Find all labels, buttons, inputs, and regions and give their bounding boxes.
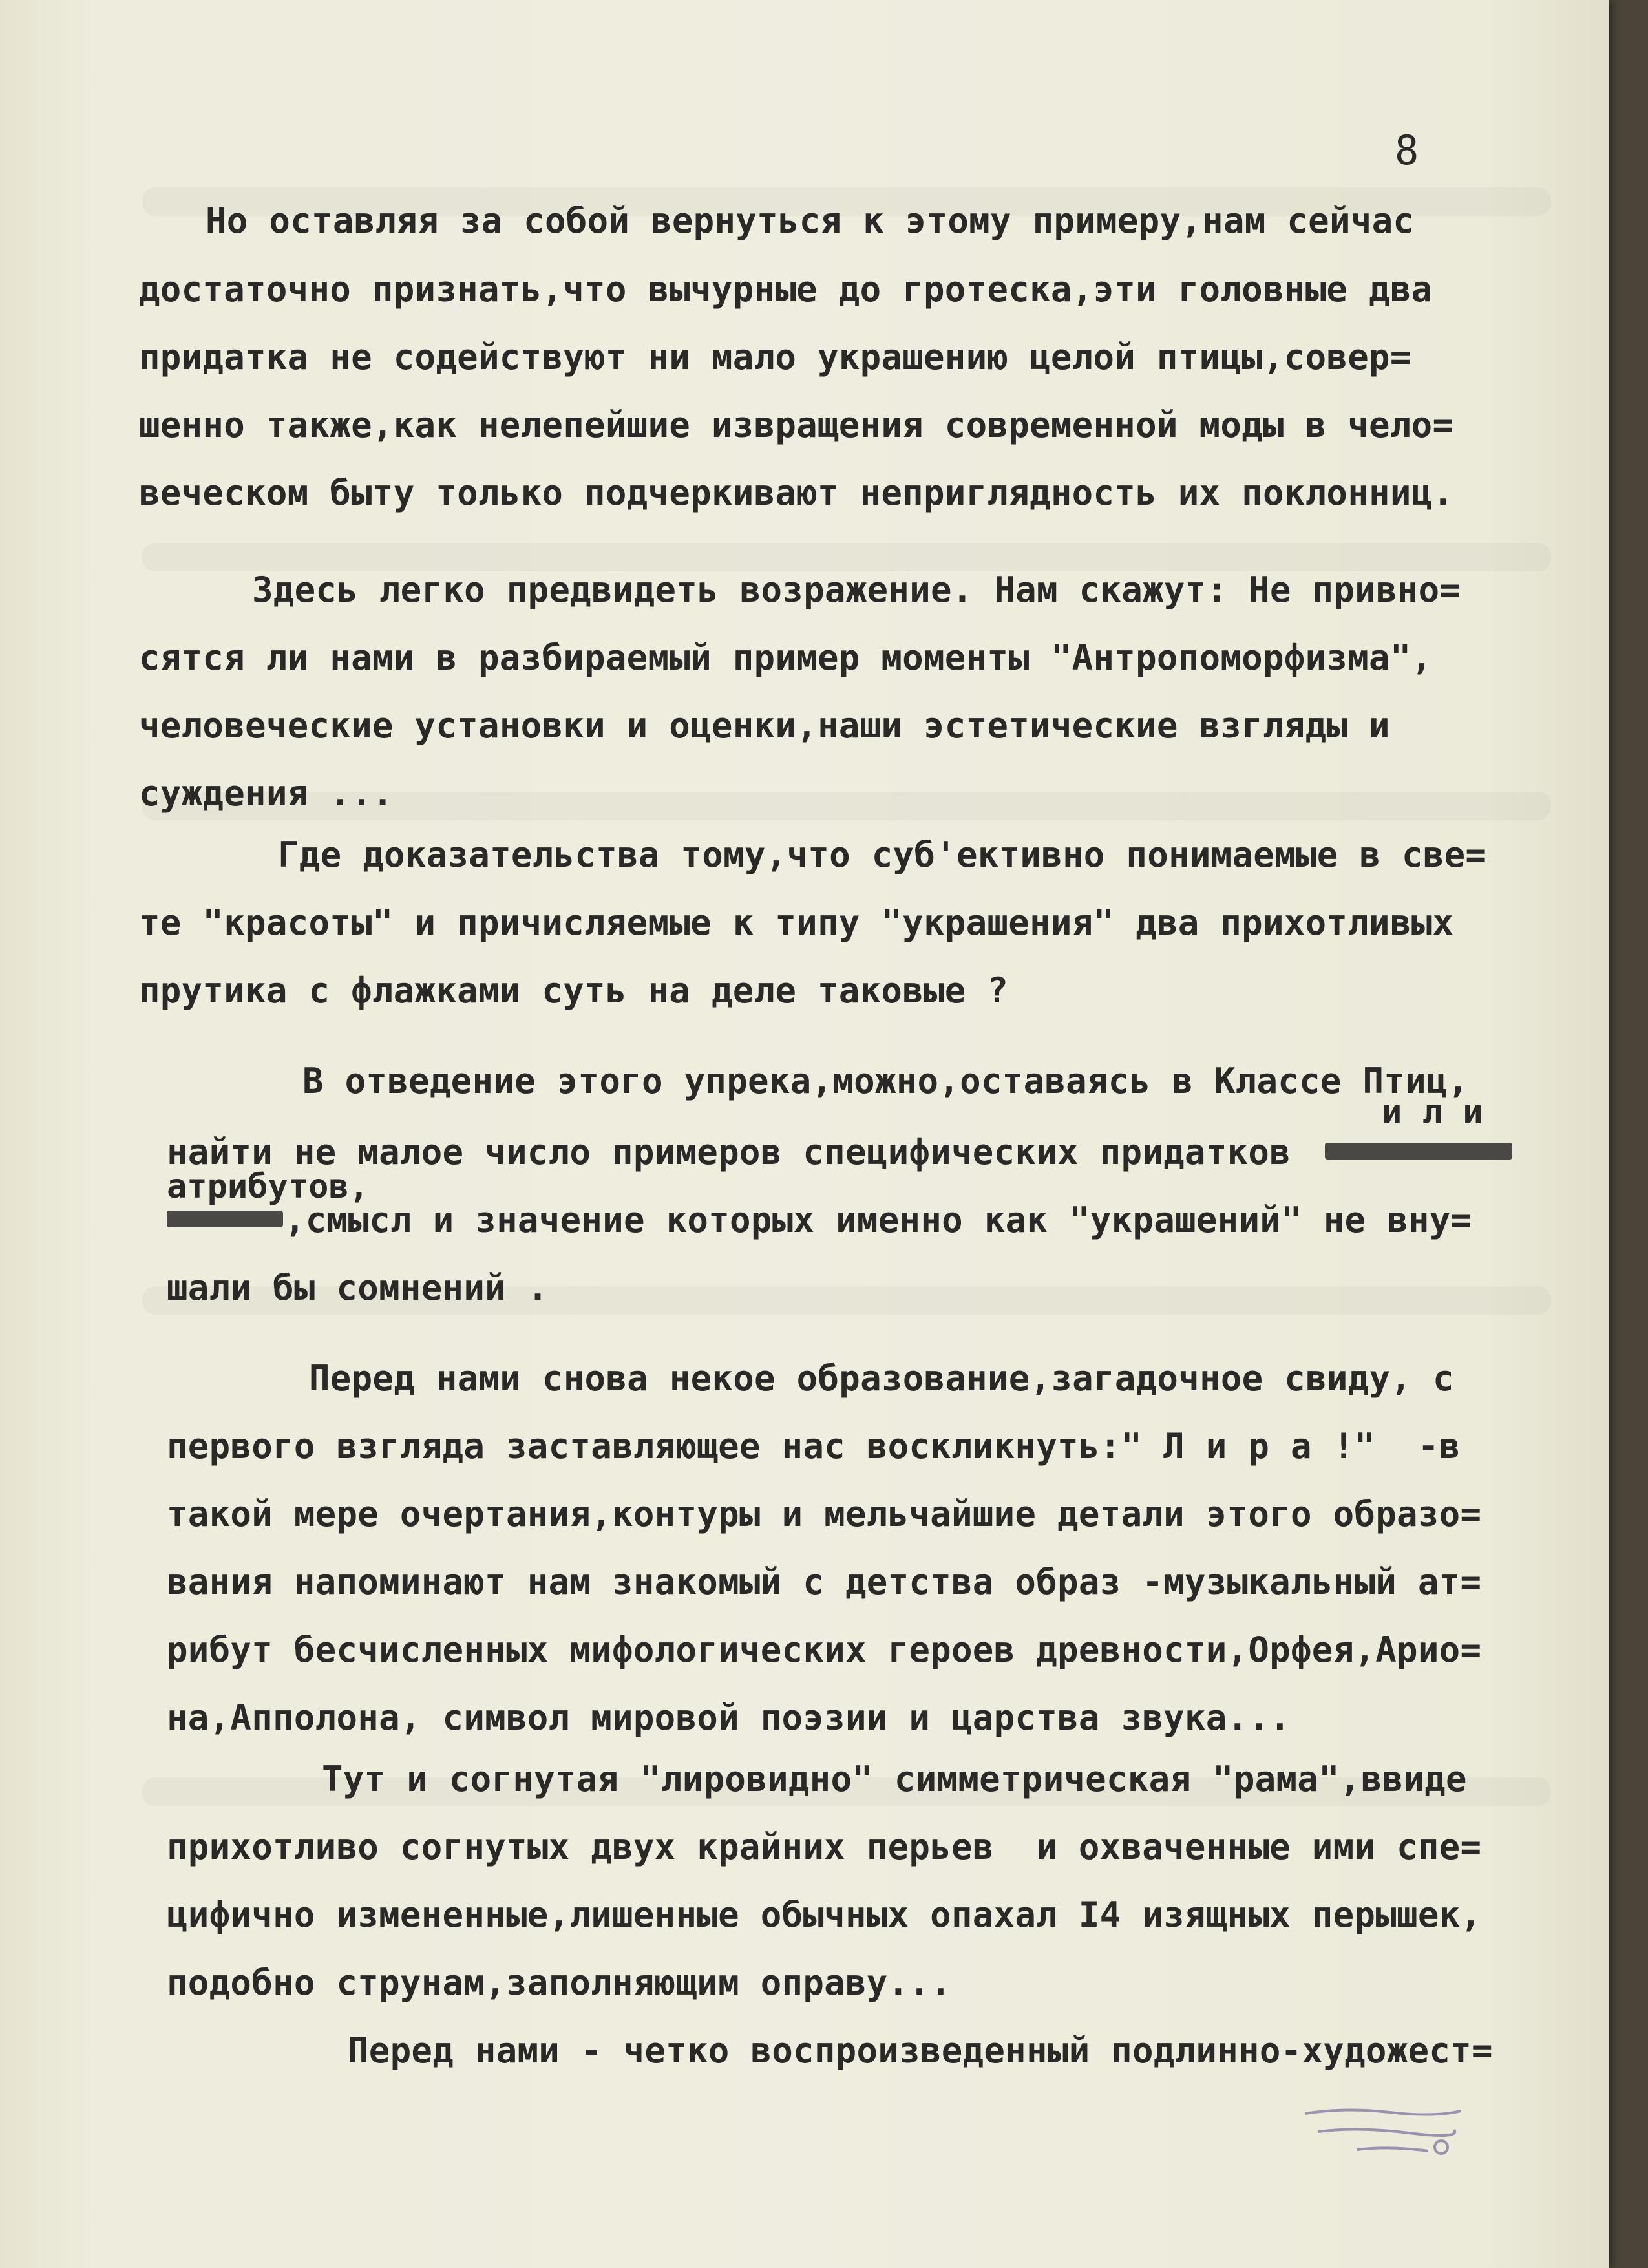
text-line: ,смысл и значение которых именно как "украшений" не вну= — [284, 1200, 1472, 1240]
text-line: те "красоты" и причисляемые к типу "украшения" два прихотливых — [139, 902, 1454, 943]
text-line: прутика с флажками суть на деле таковые ? — [139, 970, 1009, 1011]
text-line: подобно струнам,заполняющим оправу... — [167, 1962, 951, 2003]
bleed-through — [142, 543, 1551, 571]
text-line: первого взгляда заставляющее нас воскликнуть:" Л и р а !" -в — [167, 1426, 1461, 1467]
text-line: Здесь легко предвидеть возражение. Нам скажут: Не привно= — [252, 569, 1461, 610]
handwritten-insertion: и л и — [1382, 1093, 1483, 1132]
text-line: прихотливо согнутых двух крайних перьев и охваченные ими спе= — [167, 1827, 1482, 1867]
text-line: рибут бесчисленных мифологических героев древности,Орфея,Арио= — [167, 1629, 1482, 1670]
text-line: веческом быту только подчеркивают неприглядность их поклонниц. — [139, 472, 1454, 513]
handwritten-insertion: атрибутов, — [167, 1167, 370, 1206]
text-line: человеческие установки и оценки,наши эстетические взгляды и — [139, 705, 1390, 746]
text-line: найти не малое число примеров специфических придатков — [167, 1132, 1291, 1172]
ink-stamp-mark — [1299, 2094, 1467, 2165]
text-line: цифично измененные,лишенные обычных опахал I4 изящных перышек, — [167, 1894, 1482, 1935]
text-line: шенно также,как нелепейшие извращения современной моды в чело= — [139, 405, 1454, 445]
text-line: придатка не содействуют ни мало украшению целой птицы,совер= — [139, 337, 1411, 377]
text-line: достаточно признать,что вычурные до гротеска,эти головные два — [139, 269, 1433, 310]
text-line: суждения ... — [139, 773, 394, 814]
struck-out-word — [1325, 1143, 1512, 1160]
text-line: Перед нами снова некое образование,загадочное свиду, с — [309, 1358, 1454, 1399]
text-line: В отведение этого упрека,можно,оставаясь в Классе Птиц, — [302, 1061, 1469, 1101]
text-line: такой мере очертания,контуры и мельчайшие детали этого образо= — [167, 1494, 1482, 1534]
text-line: вания напоминают нам знакомый с детства образ -музыкальный ат= — [167, 1562, 1482, 1602]
text-line: Где доказательства тому,что суб'ективно понимаемые в све= — [278, 834, 1487, 875]
text-line: шали бы сомнений . — [167, 1267, 549, 1308]
text-line: Но оставляя за собой вернуться к этому примеру,нам сейчас — [206, 200, 1415, 241]
text-line: сятся ли нами в разбираемый пример моменты "Антропоморфизма", — [139, 637, 1433, 678]
text-line: Тут и согнутая "лировидно" симметрическая "рама",ввиде — [322, 1759, 1467, 1799]
text-line: на,Апполона, символ мировой поэзии и царства звука... — [167, 1697, 1291, 1738]
struck-out-word — [167, 1211, 283, 1227]
page-number: 8 — [1395, 127, 1419, 174]
text-line: Перед нами - четко воспроизведенный подлинно-художест= — [348, 2030, 1493, 2071]
